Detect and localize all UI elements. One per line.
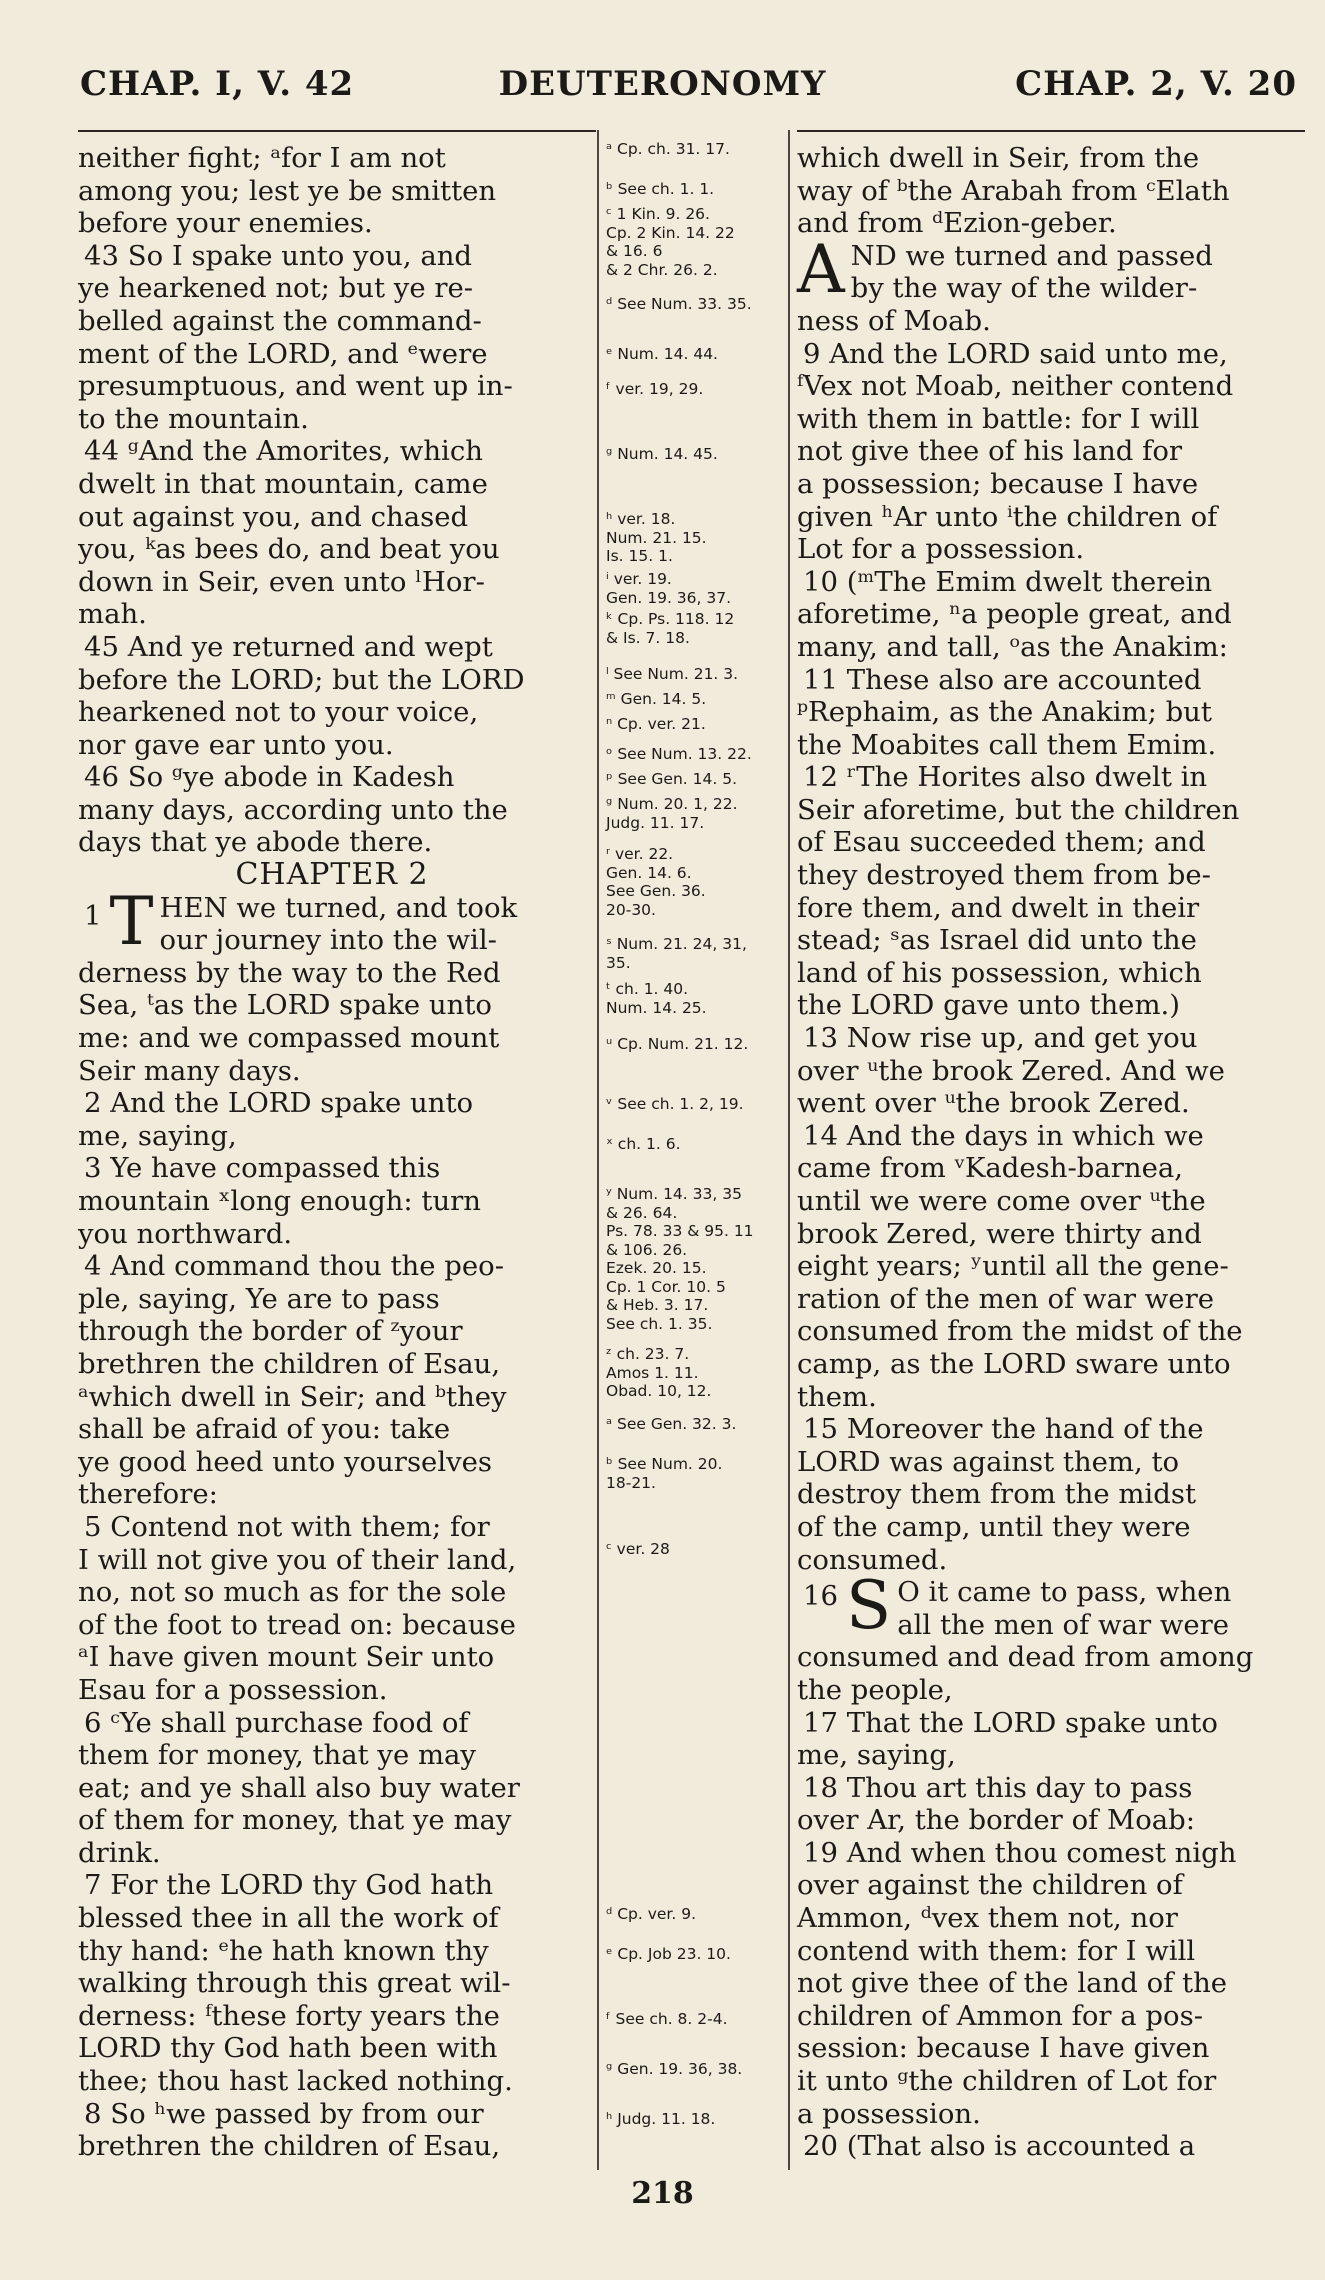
text-line: Ammon, ᵈvex them not, nor <box>797 1902 1178 1935</box>
margin-note: ᵐ Gen. 14. 5. <box>606 690 707 708</box>
text-line: derness by the way to the Red <box>78 956 501 989</box>
text-line: 45 And ye returned and wept <box>84 630 493 663</box>
text-line: 20 (That also is accounted a <box>803 2130 1196 2163</box>
text-line: to the mountain. <box>78 402 309 435</box>
text-line: the Moabites call them Emim. <box>797 728 1217 761</box>
text-line: Sea, ᵗas the LORD spake unto <box>78 989 492 1022</box>
margin-note: ᵍ Num. 20. 1, 22. Judg. 11. 17. <box>606 795 738 832</box>
text-line: no, not so much as for the sole <box>78 1576 507 1609</box>
page-number: 218 <box>631 2176 694 2211</box>
margin-note: ʰ Judg. 11. 18. <box>606 2110 716 2128</box>
text-line: ᵃI have given mount Seir unto <box>78 1641 495 1674</box>
text-line: the LORD gave unto them.) <box>797 989 1180 1022</box>
text-line: a possession. <box>797 2097 981 2130</box>
text-line: Seir aforetime, but the children <box>797 793 1240 826</box>
margin-note: ᵘ Cp. Num. 21. 12. <box>606 1035 749 1053</box>
text-line: and from ᵈEzion-geber. <box>797 207 1117 240</box>
margin-note: ᶜ 1 Kin. 9. 26. Cp. 2 Kin. 14. 22 & 16. 6 & 2 Chr. 26. 2. <box>606 205 735 279</box>
right-text-column <box>797 142 1302 2163</box>
text-line: 7 For the LORD thy God hath <box>84 1869 494 1902</box>
text-line: eat; and ye shall also buy water <box>78 1771 520 1804</box>
text-line: way of ᵇthe Arabah from ᶜElath <box>797 174 1230 207</box>
text-line: 9 And the LORD said unto me, <box>803 337 1228 370</box>
header-left: CHAP. I, V. 42 <box>80 64 355 104</box>
text-line: of them for money, that ye may <box>78 1804 512 1837</box>
text-line: of Esau succeeded them; and <box>797 826 1206 859</box>
drop-cap: A <box>797 230 845 308</box>
text-line: destroy them from the midst <box>797 1478 1196 1511</box>
text-line: Lot for a possession. <box>797 533 1085 566</box>
chapter-opening <box>78 882 586 960</box>
text-line: consumed and dead from among <box>797 1641 1254 1674</box>
text-line: 18 Thou art this day to pass <box>803 1771 1193 1804</box>
text-line: derness: ᶠthese forty years the <box>78 1999 500 2032</box>
text-line: not give thee of the land of the <box>797 1967 1228 2000</box>
margin-note: ᵛ See ch. 1. 2, 19. <box>606 1095 744 1113</box>
header-rule-right <box>797 130 1305 132</box>
text-line: the people, <box>797 1673 953 1706</box>
text-line: 46 So ᵍye abode in Kadesh <box>84 761 455 794</box>
text-line: many, and tall, ᵒas the Anakim: <box>797 630 1228 663</box>
text-line: 8 So ʰwe passed by from our <box>84 2097 484 2130</box>
text-line: Esau for a possession. <box>78 1673 388 1706</box>
text-line: down in Seir, even unto ˡHor- <box>78 565 485 598</box>
verse-number: 1 <box>84 899 102 932</box>
text-line: Seir many days. <box>78 1054 301 1087</box>
margin-note: ˣ ch. 1. 6. <box>606 1135 681 1153</box>
text-line: by the way of the wilder- <box>850 272 1198 305</box>
text-line: I will not give you of their land, <box>78 1543 517 1576</box>
text-line: nor gave ear unto you. <box>78 728 394 761</box>
text-line: of the foot to tread on: because <box>78 1608 516 1641</box>
text-line: our journey into the wil- <box>159 924 497 957</box>
text-line: ple, saying, Ye are to pass <box>78 1282 440 1315</box>
paragraph-opening <box>797 1567 1302 1645</box>
text-line: brethren the children of Esau, <box>78 1347 501 1380</box>
text-line: 2 And the LORD spake unto <box>84 1087 474 1120</box>
text-line: 12 ʳThe Horites also dwelt in <box>803 761 1208 794</box>
text-line: ye hearkened not; but ye re- <box>78 272 474 305</box>
text-line: consumed. <box>797 1543 948 1576</box>
text-line: over Ar, the border of Moab: <box>797 1804 1196 1837</box>
drop-cap: T <box>109 882 154 960</box>
text-line: stead; ˢas Israel did unto the <box>797 924 1197 957</box>
text-line: 17 That the LORD spake unto <box>803 1706 1218 1739</box>
text-line: me, saying, <box>797 1739 956 1772</box>
header-rule-left <box>78 130 596 132</box>
text-line: HEN we turned, and took <box>159 891 518 924</box>
text-line: neither fight; ᵃfor I am not <box>78 142 446 174</box>
text-line: thy hand: ᵉhe hath known thy <box>78 1934 489 1967</box>
text-line: them. <box>797 1380 877 1413</box>
text-line: 10 (ᵐThe Emim dwelt therein <box>803 565 1213 598</box>
text-line: 44 ᵍAnd the Amorites, which <box>84 435 483 468</box>
text-line: brook Zered, were thirty and <box>797 1217 1202 1250</box>
text-line: with them in battle: for I will <box>797 402 1200 435</box>
text-line: given ʰAr unto ⁱthe children of <box>797 500 1218 533</box>
text-line: ment of the LORD, and ᵉwere <box>78 337 488 370</box>
text-line: drink. <box>78 1836 161 1869</box>
margin-references <box>606 0 791 2280</box>
text-line: ᵃwhich dwell in Seir; and ᵇthey <box>78 1380 507 1413</box>
text-line: came from ᵛKadesh-barnea, <box>797 1152 1184 1185</box>
text-line: brethren the children of Esau, <box>78 2130 501 2163</box>
left-text-column <box>78 142 586 2163</box>
text-line: ness of Moab. <box>797 304 991 337</box>
text-line: 15 Moreover the hand of the <box>803 1413 1204 1446</box>
text-line: LORD was against them, to <box>797 1445 1180 1478</box>
text-line: over ᵘthe brook Zered. And we <box>797 1054 1225 1087</box>
margin-note: ᵈ See Num. 33. 35. <box>606 295 752 313</box>
text-line: shall be afraid of you: take <box>78 1413 451 1446</box>
margin-note: ˡ See Num. 21. 3. <box>606 665 739 683</box>
margin-note: ᵉ Cp. Job 23. 10. <box>606 1945 731 1963</box>
text-line: LORD thy God hath been with <box>78 2032 498 2065</box>
text-line: ᵖRephaim, as the Anakim; but <box>797 696 1212 729</box>
text-line: 4 And command thou the peo- <box>84 1250 504 1283</box>
text-line: presumptuous, and went up in- <box>78 370 513 403</box>
margin-note: ᵒ See Num. 13. 22. <box>606 745 752 763</box>
text-line: belled against the command- <box>78 304 482 337</box>
margin-note: ʸ Num. 14. 33, 35 & 26. 64. Ps. 78. 33 & 95. 11 & 106. 26. Ezek. 20. 15. Cp. 1 Cor. 10. 5 & Heb. 3. 17. See ch. 1. 35. <box>606 1185 754 1333</box>
text-line: 43 So I spake unto you, and <box>84 239 473 272</box>
text-line: they destroyed them from be- <box>797 859 1211 892</box>
text-line: all the men of war were <box>897 1608 1230 1641</box>
text-line: which dwell in Seir, from the <box>797 142 1200 174</box>
text-line: a possession; because I have <box>797 467 1199 500</box>
text-line: ration of the men of war were <box>797 1282 1214 1315</box>
text-line: you, ᵏas bees do, and beat you <box>78 533 500 566</box>
margin-note: ⁿ Cp. ver. 21. <box>606 715 706 733</box>
text-line: eight years; ʸuntil all the gene- <box>797 1250 1229 1283</box>
margin-note: ᵃ Cp. ch. 31. 17. <box>606 140 730 158</box>
text-line: mah. <box>78 598 147 631</box>
text-line: 13 Now rise up, and get you <box>803 1022 1198 1055</box>
margin-note: ⁱ ver. 19. Gen. 19. 36, 37. <box>606 570 732 607</box>
text-line: dwelt in that mountain, came <box>78 467 488 500</box>
text-line: therefore: <box>78 1478 218 1511</box>
margin-note: ᵇ See Num. 20. 18-21. <box>606 1455 723 1492</box>
text-line: camp, as the LORD sware unto <box>797 1347 1231 1380</box>
text-line: days that ye abode there. <box>78 826 433 859</box>
text-line: 3 Ye have compassed this <box>84 1152 441 1185</box>
text-line: fore them, and dwelt in their <box>797 891 1200 924</box>
margin-note: ᵖ See Gen. 14. 5. <box>606 770 737 788</box>
verse-number: 16 <box>803 1580 838 1613</box>
chapter-heading: CHAPTER 2 <box>235 857 429 893</box>
header-right: CHAP. 2, V. 20 <box>1015 64 1297 104</box>
text-line: contend with them: for I will <box>797 1934 1196 1967</box>
text-line: me, saying, <box>78 1119 237 1152</box>
column-divider-left <box>597 130 599 2170</box>
text-line: 5 Contend not with them; for <box>84 1510 490 1543</box>
text-line: through the border of ᶻyour <box>78 1315 463 1348</box>
text-line: before the LORD; but the LORD <box>78 663 525 696</box>
text-line: blessed thee in all the work of <box>78 1902 499 1935</box>
drop-cap: S <box>846 1567 892 1645</box>
text-line: session: because I have given <box>797 2032 1210 2065</box>
margin-note: ᵏ Cp. Ps. 118. 12 & Is. 7. 18. <box>606 610 735 647</box>
text-line: 6 ᶜYe shall purchase food of <box>84 1706 469 1739</box>
text-line: it unto ᵍthe children of Lot for <box>797 2065 1217 2098</box>
text-line: me: and we compassed mount <box>78 1022 500 1055</box>
margin-note: ᵈ Cp. ver. 9. <box>606 1905 697 1923</box>
text-line: of the camp, until they were <box>797 1510 1191 1543</box>
margin-note: ᶠ ver. 19, 29. <box>606 380 704 398</box>
text-line: until we were come over ᵘthe <box>797 1185 1206 1217</box>
text-line: consumed from the midst of the <box>797 1315 1243 1348</box>
paragraph-opening <box>797 230 1302 308</box>
margin-note: ᶠ See ch. 8. 2-4. <box>606 2010 728 2028</box>
margin-note: ᶜ ver. 28 <box>606 1540 670 1558</box>
text-line: among you; lest ye be smitten <box>78 174 497 207</box>
header-book-title: DEUTERONOMY <box>498 64 827 104</box>
margin-note: ᵃ See Gen. 32. 3. <box>606 1415 737 1433</box>
text-line: ND we turned and passed <box>850 239 1213 272</box>
text-line: not give thee of his land for <box>797 435 1183 468</box>
text-line: children of Ammon for a pos- <box>797 1999 1204 2032</box>
margin-note: ᵉ Num. 14. 44. <box>606 345 718 363</box>
text-line: hearkened not to your voice, <box>78 696 479 729</box>
margin-note: ᵇ See ch. 1. 1. <box>606 180 715 198</box>
margin-note: ᶻ ch. 23. 7. Amos 1. 11. Obad. 10, 12. <box>606 1345 712 1400</box>
margin-note: ʰ ver. 18. Num. 21. 15. Is. 15. 1. <box>606 510 707 565</box>
margin-note: ʳ ver. 22. Gen. 14. 6. See Gen. 36. 20-30. <box>606 845 706 919</box>
text-line: thee; thou hast lacked nothing. <box>78 2065 513 2098</box>
text-line: 11 These also are accounted <box>803 663 1202 696</box>
text-line: 14 And the days in which we <box>803 1119 1204 1152</box>
text-line: out against you, and chased <box>78 500 469 533</box>
text-line: ye good heed unto yourselves <box>78 1445 493 1478</box>
margin-note: ᵍ Num. 14. 45. <box>606 445 718 463</box>
text-line: you northward. <box>78 1217 293 1250</box>
text-line: mountain ˣlong enough: turn <box>78 1185 482 1217</box>
text-line: before your enemies. <box>78 207 373 240</box>
text-line: land of his possession, which <box>797 956 1202 989</box>
margin-note: ᵗ ch. 1. 40. Num. 14. 25. <box>606 980 707 1017</box>
text-line: many days, according unto the <box>78 793 508 826</box>
text-line: walking through this great wil- <box>78 1967 511 2000</box>
text-line: over against the children of <box>797 1869 1183 1902</box>
margin-note: ᵍ Gen. 19. 36, 38. <box>606 2060 743 2078</box>
text-line: 19 And when thou comest nigh <box>803 1836 1237 1869</box>
margin-note: ˢ Num. 21. 24, 31, 35. <box>606 935 747 972</box>
text-line: went over ᵘthe brook Zered. <box>797 1087 1190 1120</box>
text-line: them for money, that ye may <box>78 1739 476 1772</box>
text-line: aforetime, ⁿa people great, and <box>797 598 1232 631</box>
text-line: O it came to pass, when <box>897 1576 1232 1609</box>
text-line: ᶠVex not Moab, neither contend <box>797 370 1234 403</box>
